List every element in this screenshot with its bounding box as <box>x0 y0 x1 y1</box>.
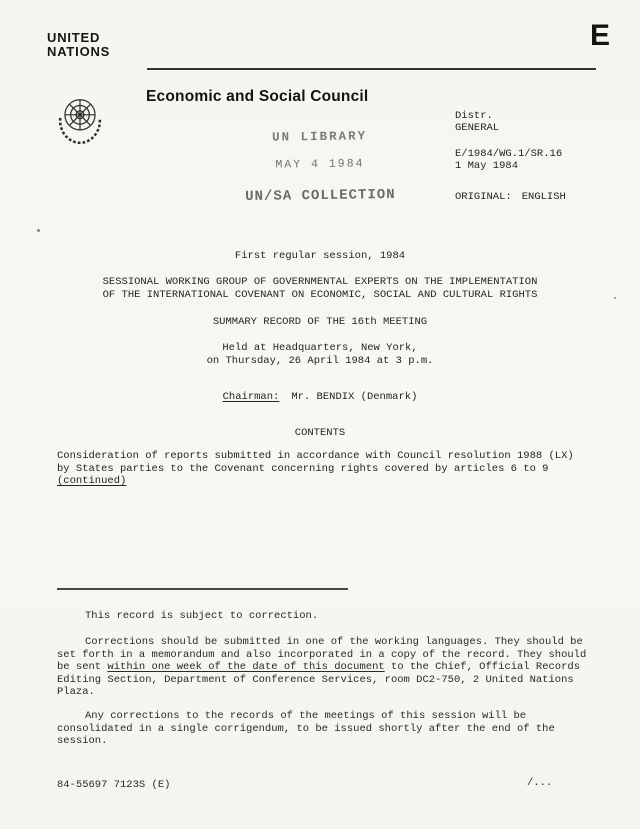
stamp-library-line: UN LIBRARY <box>271 129 368 145</box>
contents-heading: CONTENTS <box>294 427 346 439</box>
scan-artifact <box>37 229 40 232</box>
doc-date: 1 May 1984 <box>455 160 519 172</box>
corrections-paragraph-deadline: within one week of the date of this document <box>107 661 385 673</box>
stamp-date-line: MAY 4 1984 <box>275 156 365 172</box>
contents-item-line2: by States parties to the Covenant concerning rights covered by articles 6 to 9 <box>57 462 549 475</box>
continuation-mark: /... <box>527 777 553 789</box>
header-divider <box>147 68 596 70</box>
original-language-line <box>455 191 566 203</box>
chairman-value: Mr. BENDIX (Denmark) <box>291 391 418 403</box>
contents-item-continued: (continued) <box>57 475 127 487</box>
venue-line1: Held at Headquarters, New York, <box>222 342 418 354</box>
venue-block <box>0 342 640 367</box>
doc-print-number: 84-55697 7123S (E) <box>57 779 171 791</box>
correction-notice: This record is subject to correction. <box>85 610 319 622</box>
working-group-title-line1: SESSIONAL WORKING GROUP OF GOVERNMENTAL EXPERTS ON THE IMPLEMENTATION <box>102 276 538 288</box>
org-name-line1: UNITED <box>47 30 101 45</box>
venue-line2: on Thursday, 26 April 1984 at 3 p.m. <box>206 354 434 367</box>
contents-item-line1: Consideration of reports submitted in accordance with Council resolution 1988 (LX) <box>57 450 574 462</box>
distr-label: Distr. <box>455 110 493 122</box>
un-emblem-icon <box>52 92 108 148</box>
working-group-title <box>0 276 640 301</box>
corrections-paragraph-part2: to the Chief, Official Records Editing Section, Department of Conference Services, room DC2-750, 2 United Nations Plaza. <box>57 661 581 698</box>
distr-value: GENERAL <box>455 122 500 134</box>
council-title: Economic and Social Council <box>146 88 369 105</box>
scan-artifact <box>614 297 616 299</box>
contents-item <box>57 450 591 488</box>
footnote-divider <box>57 588 348 590</box>
chairman-label: Chairman: <box>222 391 280 403</box>
org-name <box>47 31 110 58</box>
chairman-line <box>0 391 640 404</box>
doc-series-letter: E <box>590 19 611 52</box>
doc-symbol: E/1984/WG.1/SR.16 <box>455 148 563 160</box>
original-value: ENGLISH <box>521 191 566 203</box>
corrections-paragraph <box>57 636 591 699</box>
original-label: ORIGINAL: <box>455 191 512 203</box>
org-name-line2: NATIONS <box>47 43 111 59</box>
corrections-paragraph-part1: Corrections should be submitted in one of the working languages. They should be set forth in a memorandum and also incorporated in a copy of the record. They should be sent <box>57 636 587 673</box>
distribution-block <box>455 110 566 203</box>
session-line: First regular session, 1984 <box>234 250 406 262</box>
record-title: SUMMARY RECORD OF THE 16th MEETING <box>212 316 428 328</box>
working-group-title-line2: OF THE INTERNATIONAL COVENANT ON ECONOMIC, SOCIAL AND CULTURAL RIGHTS <box>102 288 538 301</box>
stamp-collection-line: UN/SA COLLECTION <box>245 186 396 206</box>
library-stamp <box>220 130 421 204</box>
corrigendum-paragraph: Any corrections to the records of the meetings of this session will be consolidated in a single corrigendum, to be issued shortly after the end of the session. <box>57 710 555 747</box>
